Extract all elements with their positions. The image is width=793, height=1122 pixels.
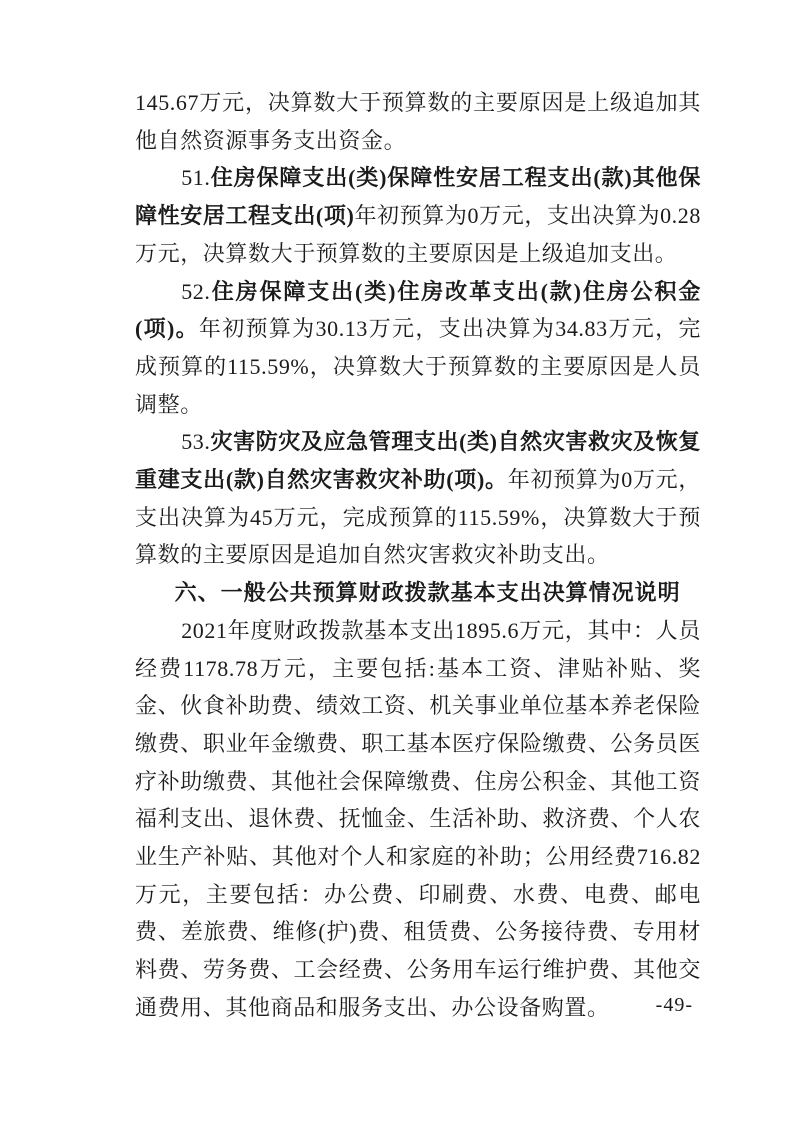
bold-text-run: 六、一般公共预算财政拨款基本支出决算情况说明 xyxy=(174,580,681,606)
bold-text-run: 灾害防灾及应急管理支出(类)自然灾害救灾及恢复重建支出(款)自然灾害救灾补助(项)。 xyxy=(135,429,701,493)
text-run: 年初预算为0万元，支出决算为45万元，完成预算的115.59%，决算数大于预算数的主要原因是追加自然灾害救灾补助支出。 xyxy=(135,467,701,568)
bold-text-run: 住房保障支出(类)保障性安居工程支出(款)其他保障性安居工程支出(项) xyxy=(135,165,701,229)
paragraph xyxy=(135,423,701,574)
document-body xyxy=(135,84,701,1027)
text-run: 2021年度财政拨款基本支出1895.6万元，其中：人员经费1178.78万元，主要包括:基本工资、津贴补贴、奖金、伙食补助费、绩效工资、机关事业单位基本养老保险缴费、职业年金缴费、职工基本医疗保险缴费、公务员医疗补助缴费、其他社会保障缴费、住房公积金、其他工资福利支出、退休费、抚恤金、生活补助、救济费、个人农业生产补贴、其他对个人和家庭的补助；公用经费716.82万元，主要包括：办公费、印刷费、水费、电费、邮电费、差旅费、维修(护)费、租赁费、公务接待费、专用材料费、劳务费、工会经费、公务用车运行维护费、其他交通费用、其他商品和服务支出、办公设备购置。 xyxy=(135,617,701,1020)
paragraph xyxy=(135,84,701,159)
section-heading xyxy=(135,574,701,612)
text-run: 145.67万元，决算数大于预算数的主要原因是上级追加其他自然资源事务支出资金。 xyxy=(135,90,701,153)
page-number: -49- xyxy=(655,994,693,1016)
text-run: 51. xyxy=(181,165,211,191)
bold-text-run: 住房保障支出(类)住房改革支出(款)住房公积金(项)。 xyxy=(135,278,701,342)
paragraph xyxy=(135,612,701,1027)
text-run: 年初预算为30.13万元，支出决算为34.83万元，完成预算的115.59%，决算数大于预算数的主要原因是人员调整。 xyxy=(135,316,701,417)
paragraph xyxy=(135,273,701,424)
paragraph xyxy=(135,159,701,272)
text-run: 年初预算为0万元，支出决算为0.28万元，决算数大于预算数的主要原因是上级追加支出。 xyxy=(135,203,701,266)
text-run: 52. xyxy=(181,278,211,304)
text-run: 53. xyxy=(181,429,211,455)
